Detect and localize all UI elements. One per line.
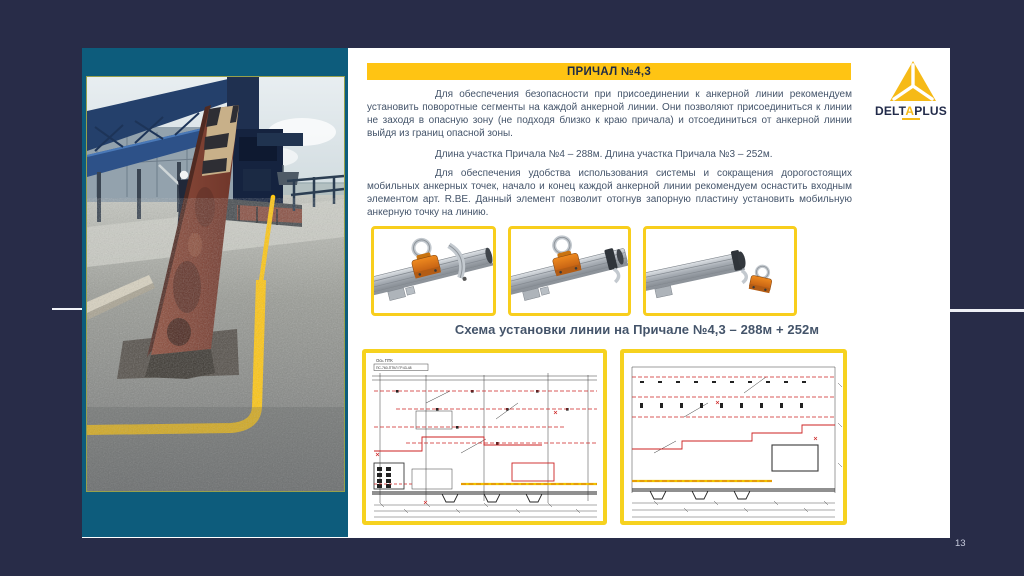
deltaplus-wordmark bbox=[871, 104, 951, 118]
product-image-row bbox=[367, 226, 887, 316]
paragraph-lengths: Длина участка Причала №4 – 288м. Длина участка Причала №3 – 252м. bbox=[435, 149, 773, 160]
logo-underline-bar bbox=[902, 118, 920, 120]
blueprint-left-panel bbox=[362, 349, 607, 525]
left-accent-line bbox=[52, 308, 82, 310]
blueprint-doc-label: ПС-760-ПТКЛ ГР.43-48 bbox=[376, 366, 412, 370]
logo-text-a: A bbox=[905, 104, 915, 118]
photo-mat bbox=[82, 48, 348, 537]
product-image-rbe-entry-element bbox=[643, 226, 797, 316]
deltaplus-logo bbox=[871, 60, 951, 122]
blueprint-right-panel bbox=[620, 349, 847, 525]
logo-text-delt: DELT bbox=[874, 104, 906, 118]
scheme-caption: Схема установки линии на Причале №4,3 – 288м + 252м bbox=[454, 322, 820, 337]
paragraph-rbe-element: Для обеспечения удобства использования системы и сокращения дорогостоящих мобильных анкерных точек, начало и конец каждой анкерной линии рекомендуем оснастить входным элементом арт. R.BE. Данный элемент позволит отогнув запорную пластину установить мобильную анкерную точку на линию. bbox=[367, 168, 852, 218]
paragraph-safety: Для обеспечения безопасности при присоединении к анкерной линии рекомендуем установить поворотные сегменты на каждой анкерной линии. Они позволяют присоединиться к линии не заходя в опасную зону (не подходя близко к краю причала) и отсоединиться от анкерной линии выйдя из границ опасной зоны. bbox=[367, 89, 852, 139]
logo-text-plus: PLUS bbox=[914, 104, 948, 118]
product-image-swivel-segment-1 bbox=[371, 226, 496, 316]
title-banner bbox=[367, 63, 851, 80]
page-number: 13 bbox=[955, 538, 966, 549]
product-image-swivel-segment-2 bbox=[508, 226, 631, 316]
right-accent-line bbox=[950, 309, 1024, 312]
slide-title: ПРИЧАЛ №4,3 bbox=[566, 65, 652, 78]
pier-photo-image bbox=[86, 76, 345, 492]
blueprint-axis-label: Ось ПТК bbox=[376, 358, 393, 363]
slide bbox=[82, 48, 950, 538]
deltaplus-triangle-icon bbox=[889, 60, 937, 102]
